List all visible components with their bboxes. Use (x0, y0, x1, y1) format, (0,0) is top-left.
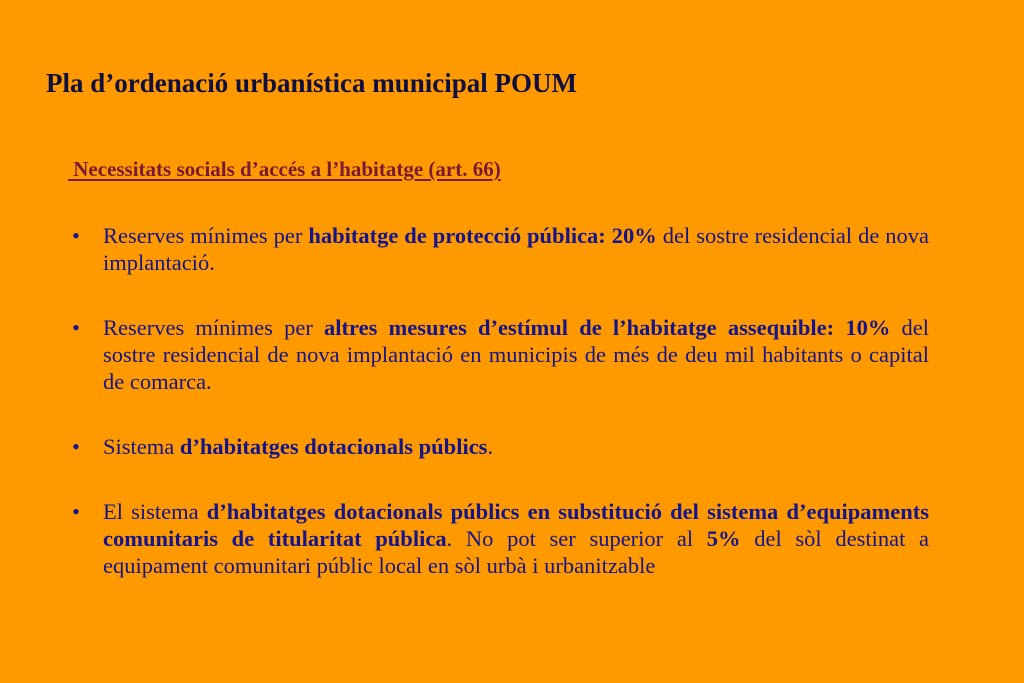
bullet-dot-icon: • (72, 223, 80, 248)
bullet-emphasis-segment: altres mesures d’estímul de l’habitatge assequible: 10% (324, 315, 891, 340)
bullet-dot-icon: • (72, 434, 80, 459)
bullet-text-segment: del sostre residencial de nova implantació en municipis de més de deu mil habitants o capital de comarca. (103, 315, 930, 394)
bullet-item (72, 222, 929, 276)
bullet-item (72, 314, 929, 395)
slide-subtitle: Necessitats socials d’accés a l’habitatge (art. 66) (68, 157, 501, 181)
bullet-dot-icon: • (72, 315, 80, 340)
bullet-item (72, 498, 929, 579)
slide-title: Pla d’ordenació urbanística municipal POUM (46, 68, 578, 98)
bullet-item (72, 433, 929, 460)
bullet-emphasis-segment: d’habitatges dotacionals públics en substitució del sistema d’equipaments comunitaris de titularitat pública (103, 499, 929, 551)
bullet-text-segment: Reserves mínimes per (103, 223, 309, 248)
bullet-text-segment: . No pot ser superior al (446, 526, 707, 551)
bullet-emphasis-segment: 5% (706, 526, 741, 551)
bullet-emphasis-segment: d’habitatges dotacionals públics (179, 434, 488, 459)
bullet-text-segment: del sostre residencial de nova implantació. (103, 223, 930, 275)
bullet-text-segment: del sòl destinat a equipament comunitari públic local en sòl urbà i urbanitzable (103, 526, 930, 578)
bullet-emphasis-segment: habitatge de protecció pública: 20% (308, 223, 657, 248)
bullet-text-segment: . (487, 434, 494, 459)
bullet-text-segment: Sistema (103, 434, 180, 459)
bullet-dot-icon: • (72, 499, 80, 524)
bullet-list (72, 222, 929, 617)
bullet-text-segment: El sistema (103, 499, 207, 524)
bullet-text-segment: Reserves mínimes per (103, 315, 325, 340)
